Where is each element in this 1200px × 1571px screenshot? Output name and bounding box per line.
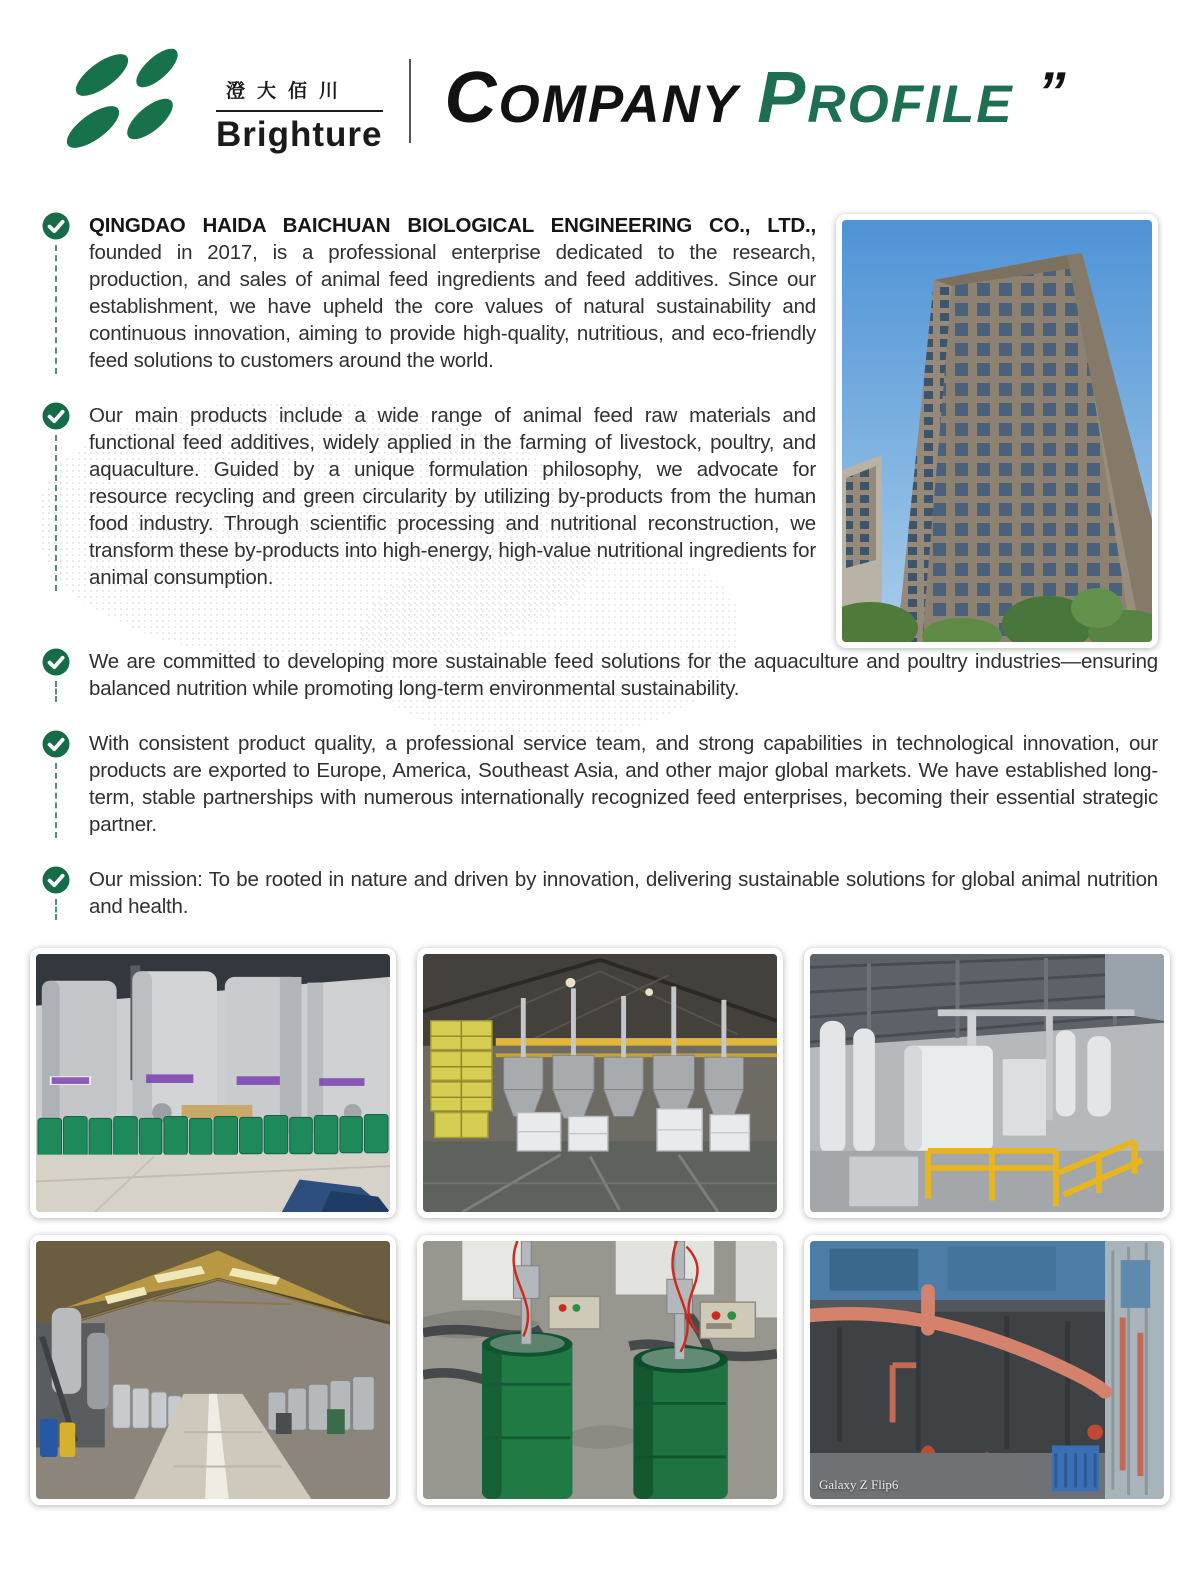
page-header — [0, 0, 1200, 172]
paragraph-mission — [42, 866, 1158, 920]
timeline-marker — [42, 866, 70, 920]
paragraph-text — [89, 648, 1158, 702]
camera-watermark: Galaxy Z Flip6 — [819, 1477, 899, 1492]
boiler-piping-photo — [804, 1235, 1170, 1505]
brand-text — [216, 76, 383, 155]
dashed-connector — [55, 681, 57, 702]
timeline-marker — [42, 730, 70, 838]
dashed-connector — [55, 435, 57, 591]
paragraph-body: founded in 2017, is a professional enterprise dedicated to the research, production, and sales of animal feed ingredients and feed additives. Since our establishment, we have upheld the core values of natural sustainability and continuous innovation, aiming to provide high-quality, nutritious, and eco-friendly feed solutions to customers around the world. — [89, 241, 816, 372]
paragraph-company-intro — [42, 212, 816, 374]
check-icon — [42, 402, 70, 430]
title-profile: PROFILE — [757, 57, 1014, 138]
paragraph-body: With consistent product quality, a professional service team, and strong capabilities in technological innovation, our products are exported to Europe, America, Southeast Asia, and other major global markets. We have established long-term, stable partnerships with numerous internationally recognized feed enterprises, becoming their essential strategic partner. — [89, 732, 1158, 836]
timeline-marker — [42, 212, 70, 374]
drum-filling-station-photo — [417, 1235, 783, 1505]
profile-content — [0, 212, 1200, 920]
check-icon — [42, 212, 70, 240]
paragraph-text — [89, 730, 1158, 838]
storage-tanks-green-drums-photo — [30, 948, 396, 1218]
paragraph-markets — [42, 730, 1158, 838]
production-workshop-reactors-photo — [417, 948, 783, 1218]
dashed-connector — [55, 763, 57, 838]
check-icon — [42, 866, 70, 894]
brand-english-name: Brighture — [216, 114, 383, 154]
quote-mark-icon: ” — [1037, 59, 1066, 123]
check-icon — [42, 648, 70, 676]
timeline-marker — [42, 648, 70, 702]
title-company: COMPANY — [444, 57, 740, 138]
warehouse-drum-aisle-photo — [30, 1235, 396, 1505]
paragraph-text — [89, 402, 816, 591]
paragraph-body: Our main products include a wide range of animal feed raw materials and functional feed additives, widely applied in the farming of livestock, poultry, and aquaculture. Guided by a unique formulation philosophy, we advocate for resource recycling and green circularity by utilizing by-products from the human food industry. Through scientific processing and nutritional reconstruction, we transform these by-products into high-energy, high-value nutritional ingredients for animal consumption. — [89, 404, 816, 589]
paragraph-body: We are committed to developing more sustainable feed solutions for the aquaculture and poultry industries—ensuring balanced nutrition while promoting long-term environmental sustainability. — [89, 650, 1158, 700]
brand-logo — [60, 45, 383, 157]
paragraph-text — [89, 866, 1158, 920]
page-title — [445, 58, 1066, 145]
intro-row — [42, 212, 1158, 648]
factory-photo-grid — [0, 948, 1200, 1505]
paragraph-body: Our mission: To be rooted in nature and driven by innovation, delivering sustainable solutions for global animal nutrition and health. — [89, 868, 1158, 918]
check-icon — [42, 730, 70, 758]
paragraph-text — [89, 212, 816, 374]
brand-chinese-name: 澄大佰川 — [216, 76, 383, 112]
company-name-lead: QINGDAO HAIDA BAICHUAN BIOLOGICAL ENGINEERING CO., LTD., — [89, 214, 816, 237]
header-divider — [409, 59, 411, 143]
timeline-marker — [42, 402, 70, 591]
paragraph-sustainability — [42, 648, 1158, 702]
processing-plant-platforms-photo — [804, 948, 1170, 1218]
dashed-connector — [55, 899, 57, 920]
paragraph-products — [42, 402, 816, 591]
dashed-connector — [55, 245, 57, 374]
leaf-logo-icon — [60, 45, 210, 157]
office-building-photo — [836, 214, 1158, 648]
